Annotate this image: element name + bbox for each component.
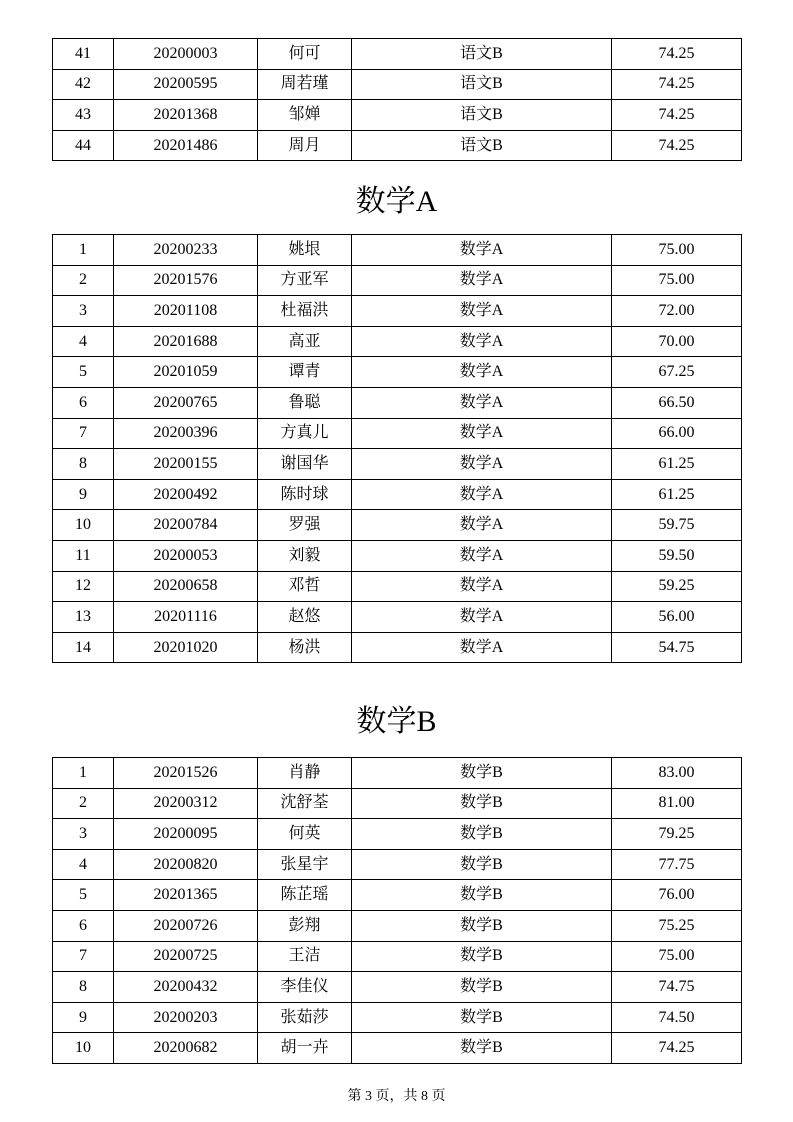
score-cell: 59.75 [612,510,742,541]
table-row [53,39,742,70]
student-id-cell: 20200053 [114,540,258,571]
subject-cell: 数学B [352,1002,612,1033]
name-cell: 刘毅 [258,540,352,571]
name-cell: 鲁聪 [258,387,352,418]
table-row [53,602,742,633]
heading-math-b: 数学B [356,705,437,738]
subject-cell: 语文B [352,69,612,100]
student-id-cell: 20200095 [114,819,258,850]
score-cell: 75.25 [612,910,742,941]
name-cell: 李佳仪 [258,972,352,1003]
score-cell: 74.25 [612,69,742,100]
score-cell: 74.50 [612,1002,742,1033]
score-cell: 59.25 [612,571,742,602]
name-cell: 胡一卉 [258,1033,352,1064]
subject-cell: 数学B [352,819,612,850]
score-cell: 74.75 [612,972,742,1003]
subject-cell: 数学B [352,910,612,941]
name-cell: 彭翔 [258,910,352,941]
score-cell: 66.00 [612,418,742,449]
subject-cell: 数学A [352,540,612,571]
score-cell: 66.50 [612,387,742,418]
name-cell: 陈时球 [258,479,352,510]
rank-cell: 5 [53,880,114,911]
rank-cell: 42 [53,69,114,100]
student-id-cell: 20200155 [114,449,258,480]
name-cell: 何可 [258,39,352,70]
subject-cell: 数学A [352,265,612,296]
student-id-cell: 20201020 [114,632,258,663]
rank-cell: 11 [53,540,114,571]
rank-cell: 44 [53,130,114,161]
score-cell: 54.75 [612,632,742,663]
score-cell: 67.25 [612,357,742,388]
name-cell: 杜福洪 [258,296,352,327]
student-id-cell: 20200233 [114,235,258,266]
table-math-a [52,234,742,663]
name-cell: 姚垠 [258,235,352,266]
subject-cell: 数学A [352,296,612,327]
score-cell: 70.00 [612,326,742,357]
score-cell: 75.00 [612,235,742,266]
rank-cell: 7 [53,418,114,449]
rank-cell: 6 [53,387,114,418]
rank-cell: 13 [53,602,114,633]
student-id-cell: 20200658 [114,571,258,602]
student-id-cell: 20200820 [114,849,258,880]
table-row [53,510,742,541]
subject-cell: 数学B [352,972,612,1003]
table-row [53,880,742,911]
score-cell: 72.00 [612,296,742,327]
page-footer: 第 3 页，共 8 页 [347,1089,446,1104]
table-row [53,632,742,663]
table-row [53,849,742,880]
name-cell: 张星宇 [258,849,352,880]
name-cell: 王洁 [258,941,352,972]
table-row [53,357,742,388]
subject-cell: 数学B [352,880,612,911]
name-cell: 周若瑾 [258,69,352,100]
score-cell: 77.75 [612,849,742,880]
rank-cell: 9 [53,479,114,510]
table-row [53,540,742,571]
table-row [53,910,742,941]
table-row [53,479,742,510]
name-cell: 谢国华 [258,449,352,480]
subject-cell: 语文B [352,39,612,70]
score-cell: 76.00 [612,880,742,911]
table-row [53,449,742,480]
subject-cell: 数学A [352,571,612,602]
subject-cell: 数学B [352,941,612,972]
table-row [53,1033,742,1064]
table-row [53,418,742,449]
subject-cell: 数学A [352,235,612,266]
rank-cell: 1 [53,758,114,789]
score-cell: 56.00 [612,602,742,633]
heading-math-a: 数学A [355,185,438,218]
student-id-cell: 20201526 [114,758,258,789]
rank-cell: 41 [53,39,114,70]
subject-cell: 数学A [352,510,612,541]
table-row [53,296,742,327]
student-id-cell: 20200492 [114,479,258,510]
student-id-cell: 20200682 [114,1033,258,1064]
student-id-cell: 20201365 [114,880,258,911]
score-cell: 81.00 [612,788,742,819]
table-row [53,265,742,296]
subject-cell: 数学A [352,387,612,418]
subject-cell: 数学A [352,418,612,449]
name-cell: 邹婵 [258,100,352,131]
student-id-cell: 20200725 [114,941,258,972]
table-row [53,972,742,1003]
name-cell: 邓哲 [258,571,352,602]
student-id-cell: 20200003 [114,39,258,70]
table-row [53,69,742,100]
name-cell: 肖静 [258,758,352,789]
subject-cell: 数学A [352,449,612,480]
rank-cell: 4 [53,849,114,880]
rank-cell: 3 [53,296,114,327]
subject-cell: 数学B [352,788,612,819]
rank-cell: 43 [53,100,114,131]
score-cell: 59.50 [612,540,742,571]
rank-cell: 2 [53,788,114,819]
score-cell: 79.25 [612,819,742,850]
rank-cell: 8 [53,449,114,480]
rank-cell: 6 [53,910,114,941]
name-cell: 高亚 [258,326,352,357]
student-id-cell: 20201576 [114,265,258,296]
name-cell: 陈芷瑶 [258,880,352,911]
score-cell: 74.25 [612,39,742,70]
subject-cell: 数学A [352,326,612,357]
name-cell: 谭青 [258,357,352,388]
rank-cell: 3 [53,819,114,850]
name-cell: 何英 [258,819,352,850]
student-id-cell: 20201486 [114,130,258,161]
score-cell: 83.00 [612,758,742,789]
table-row [53,130,742,161]
student-id-cell: 20200726 [114,910,258,941]
rank-cell: 9 [53,1002,114,1033]
subject-cell: 数学A [352,632,612,663]
student-id-cell: 20200432 [114,972,258,1003]
name-cell: 赵悠 [258,602,352,633]
rank-cell: 2 [53,265,114,296]
name-cell: 张茹莎 [258,1002,352,1033]
score-cell: 75.00 [612,265,742,296]
rank-cell: 5 [53,357,114,388]
score-cell: 61.25 [612,479,742,510]
score-cell: 74.25 [612,100,742,131]
student-id-cell: 20201688 [114,326,258,357]
student-id-cell: 20200203 [114,1002,258,1033]
rank-cell: 10 [53,510,114,541]
name-cell: 杨洪 [258,632,352,663]
table-row [53,100,742,131]
table-row [53,788,742,819]
rank-cell: 10 [53,1033,114,1064]
score-cell: 74.25 [612,1033,742,1064]
subject-cell: 数学B [352,1033,612,1064]
table-row [53,1002,742,1033]
table-row [53,326,742,357]
name-cell: 方真儿 [258,418,352,449]
subject-cell: 数学A [352,479,612,510]
rank-cell: 7 [53,941,114,972]
student-id-cell: 20201059 [114,357,258,388]
student-id-cell: 20200784 [114,510,258,541]
score-cell: 74.25 [612,130,742,161]
name-cell: 周月 [258,130,352,161]
student-id-cell: 20200595 [114,69,258,100]
subject-cell: 数学A [352,602,612,633]
student-id-cell: 20201116 [114,602,258,633]
rank-cell: 8 [53,972,114,1003]
table-row [53,571,742,602]
rank-cell: 4 [53,326,114,357]
subject-cell: 数学A [352,357,612,388]
student-id-cell: 20200396 [114,418,258,449]
subject-cell: 数学B [352,758,612,789]
name-cell: 罗强 [258,510,352,541]
name-cell: 沈舒荃 [258,788,352,819]
student-id-cell: 20201368 [114,100,258,131]
table-chinese-b [52,38,742,161]
table-row [53,941,742,972]
table-row [53,387,742,418]
rank-cell: 1 [53,235,114,266]
table-row [53,758,742,789]
rank-cell: 12 [53,571,114,602]
subject-cell: 数学B [352,849,612,880]
subject-cell: 语文B [352,100,612,131]
table-math-b [52,757,742,1064]
table-row [53,819,742,850]
score-cell: 75.00 [612,941,742,972]
name-cell: 方亚军 [258,265,352,296]
student-id-cell: 20200312 [114,788,258,819]
student-id-cell: 20201108 [114,296,258,327]
score-cell: 61.25 [612,449,742,480]
subject-cell: 语文B [352,130,612,161]
table-row [53,235,742,266]
rank-cell: 14 [53,632,114,663]
student-id-cell: 20200765 [114,387,258,418]
